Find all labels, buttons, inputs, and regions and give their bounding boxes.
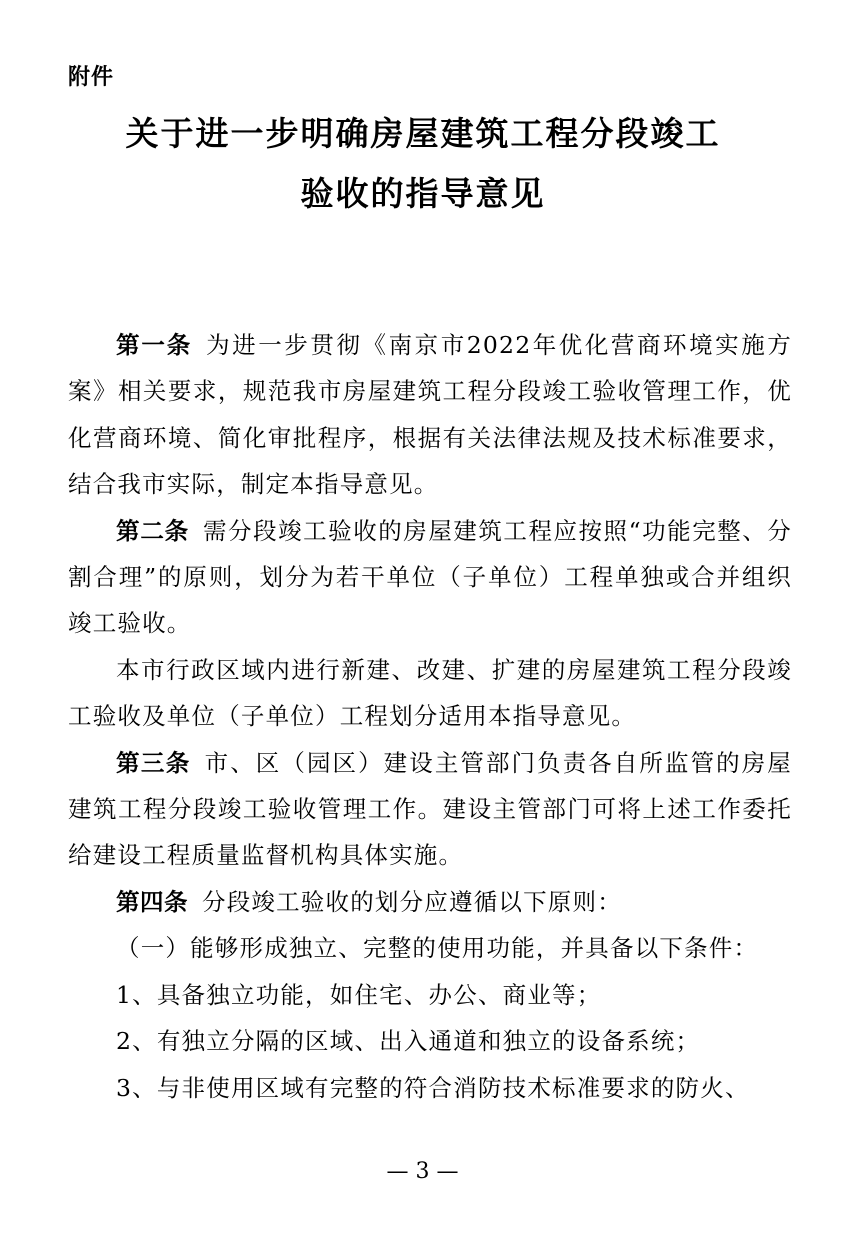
paragraph-scope [68, 647, 792, 740]
paragraph-text: 2、有独立分隔的区域、出入通道和独立的设备系统； [116, 1027, 701, 1056]
list-item-condition-2 [68, 1018, 792, 1064]
paragraph-article-1 [68, 322, 792, 508]
paragraph-text: 需分段竣工验收的房屋建筑工程应按照“功能完整、分割合理”的原则，划分为若干单位（子单位）工程单独或合并组织竣工验收。 [68, 516, 793, 638]
paragraph-text: 3、与非使用区域有完整的符合消防技术标准要求的防火、 [116, 1073, 750, 1102]
paragraph-text: （一）能够形成独立、完整的使用功能，并具备以下条件： [116, 934, 759, 963]
document-body [68, 322, 792, 1111]
page-number: — 3 — [386, 1159, 459, 1184]
paragraph-text: 本市行政区域内进行新建、改建、扩建的房屋建筑工程分段竣工验收及单位（子单位）工程划分适用本指导意见。 [68, 655, 792, 731]
paragraph-text: 1、具备独立功能，如住宅、办公、商业等； [116, 980, 602, 1009]
article-number: 第三条 [116, 748, 191, 777]
attachment-label: 附件 [68, 65, 115, 90]
paragraph-article-4 [68, 879, 792, 925]
article-number: 第一条 [116, 331, 193, 359]
document-title-line-1: 关于进一步明确房屋建筑工程分段竣工 [125, 114, 721, 153]
list-item-condition-3 [68, 1065, 792, 1111]
list-item-clause-1 [68, 925, 792, 971]
paragraph-article-3 [68, 740, 792, 879]
paragraph-text: 市、区（园区）建设主管部门负责各自所监管的房屋建筑工程分段竣工验收管理工作。建设主管部门可将上述工作委托给建设工程质量监督机构具体实施。 [68, 748, 793, 870]
paragraph-text: 分段竣工验收的划分应遵循以下原则： [202, 887, 622, 916]
paragraph-text: 为进一步贯彻《南京市2022年优化营商环境实施方案》相关要求，规范我市房屋建筑工程分段竣工验收管理工作，优化营商环境、简化审批程序，根据有关法律法规及技术标准要求，结合我市实际，制定本指导意见。 [68, 331, 793, 499]
article-number: 第四条 [116, 887, 188, 916]
paragraph-article-2 [68, 508, 792, 647]
document-title-line-2: 验收的指导意见 [300, 174, 546, 213]
list-item-condition-1 [68, 972, 792, 1018]
article-number: 第二条 [116, 516, 190, 545]
